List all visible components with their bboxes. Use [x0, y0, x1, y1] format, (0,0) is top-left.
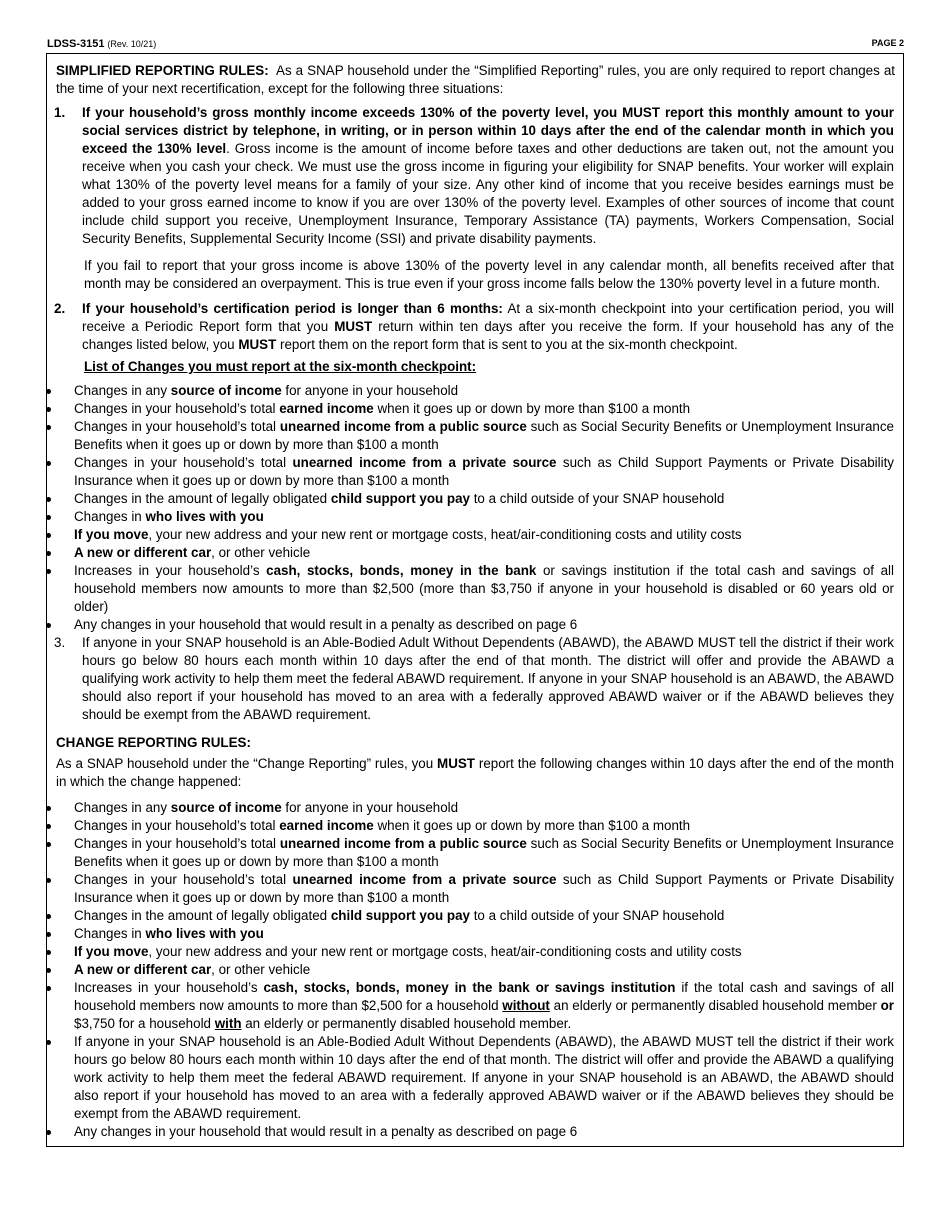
- list-item: Increases in your household’s cash, stocks, bonds, money in the bank or savings institution if the total cash and savings of all household members now amounts to more than $2,500 for a household without an elderly or permanently disabled household member or $3,750 for a household with an elderly or permanently disabled household member.: [46, 979, 904, 1033]
- list-item: Changes in your household’s total unearned income from a public source such as Social Security Benefits or Unemployment Insurance Benefits when it goes up or down by more than $100 a month: [46, 835, 904, 871]
- situation-2: 2. If your household’s certification period is longer than 6 months: At a six-month checkpoint into your certification period, you will receive a Periodic Report form that you MUST return within ten days after you receive the form. If your household has any of the changes listed below, you MUST report them on the report form that is sent to you at the six-month checkpoint.: [54, 301, 894, 352]
- page-header: [47, 38, 904, 52]
- list-item: Changes in your household’s total earned income when it goes up or down by more than $100 a month: [46, 817, 904, 835]
- form-id: LDSS-3151 (Rev. 10/21): [47, 38, 157, 50]
- simplified-title: SIMPLIFIED REPORTING RULES:: [56, 63, 269, 78]
- list-item: Changes in your household’s total unearned income from a private source such as Child Support Payments or Private Disability Insurance when it goes up or down by more than $100 a month: [46, 454, 904, 490]
- list-item: Changes in the amount of legally obligated child support you pay to a child outside of your SNAP household: [46, 490, 904, 508]
- list-item: Changes in your household’s total earned income when it goes up or down by more than $100 a month: [46, 400, 904, 418]
- form-body: [46, 62, 904, 1141]
- list-item: If you move, your new address and your new rent or mortgage costs, heat/air-conditioning costs and utility costs: [46, 943, 904, 961]
- situation-3: 3. If anyone in your SNAP household is an Able-Bodied Adult Without Dependents (ABAWD), the ABAWD MUST tell the district if their work hours go below 80 hours each month within 10 days after the end of that month. The district will offer and provide the ABAWD a qualifying work activity to help them meet the federal ABAWD requirement. If anyone in your SNAP household is an ABAWD, the ABAWD should also report if your household has moved to an area with a federally approved ABAWD waiver or if the ABAWD believes they should be exempt from the ABAWD requirement.: [54, 635, 894, 722]
- list-item: Changes in any source of income for anyone in your household: [46, 799, 904, 817]
- list-item: If you move, your new address and your new rent or mortgage costs, heat/air-conditioning costs and utility costs: [46, 526, 904, 544]
- list-item: If anyone in your SNAP household is an Able-Bodied Adult Without Dependents (ABAWD), the ABAWD MUST tell the district if their work hours go below 80 hours each month within 10 days after the end of that month. The district will offer and provide the ABAWD a qualifying work activity to help them meet the federal ABAWD requirement. If anyone in your SNAP household is an ABAWD, the ABAWD should also report if your household has moved to an area with a federally approved ABAWD waiver or if the ABAWD believes they should be exempt from the ABAWD requirement.: [46, 1033, 904, 1123]
- page-number: PAGE 2: [871, 38, 904, 48]
- list-item: Any changes in your household that would result in a penalty as described on page 6: [46, 1123, 904, 1141]
- situation-1: 1. If your household’s gross monthly income exceeds 130% of the poverty level, you MUST report this monthly amount to your social services district by telephone, in writing, or in person within 10 days after the end of the calendar month in which you exceed the 130% level. Gross income is the amount of income before taxes and other deductions are taken out, not the amount you receive when you cash your check. We must use the gross income in figuring your eligibility for SNAP benefits. Your worker will explain what 130% of the poverty level means for a family of your size. Any other kind of income that you receive besides earnings must be added to your gross earned income to know if you are over 130% of the poverty level. Examples of other sources of income that count include child support you receive, Unemployment Insurance, Temporary Assistance (TA) payments, Workers Compensation, Social Security Benefits, Supplemental Security Income (SSI) and private disability payments.: [54, 105, 894, 246]
- list-item: Any changes in your household that would result in a penalty as described on page 6: [46, 616, 904, 634]
- list-item: Changes in who lives with you: [46, 508, 904, 526]
- list-item: Changes in the amount of legally obligated child support you pay to a child outside of your SNAP household: [46, 907, 904, 925]
- overpayment-paragraph: If you fail to report that your gross income is above 130% of the poverty level in any calendar month, all benefits received after that month may be considered an overpayment. This is true even if your gross income falls below the 130% poverty level in a future month.: [84, 258, 894, 291]
- list-item: A new or different car, or other vehicle: [46, 961, 904, 979]
- form-revision: (Rev. 10/21): [107, 39, 157, 49]
- list-item: Changes in who lives with you: [46, 925, 904, 943]
- list-item: Changes in your household’s total unearned income from a private source such as Child Support Payments or Private Disability Insurance when it goes up or down by more than $100 a month: [46, 871, 904, 907]
- list-item: A new or different car, or other vehicle: [46, 544, 904, 562]
- change-reporting-intro: As a SNAP household under the “Change Reporting” rules, you MUST report the following changes within 10 days after the end of the month in which the change happened:: [56, 756, 894, 789]
- checkpoint-changes-list: [46, 382, 904, 634]
- checkpoint-list-heading: List of Changes you must report at the six-month checkpoint:: [84, 359, 477, 374]
- list-item: Increases in your household’s cash, stocks, bonds, money in the bank or savings institution if the total cash and savings of all household members now amounts to more than $2,500 (more than $3,750 if anyone in your household is disabled or 60 years old or older): [46, 562, 904, 616]
- list-item: Changes in your household’s total unearned income from a public source such as Social Security Benefits or Unemployment Insurance Benefits when it goes up or down by more than $100 a month: [46, 418, 904, 454]
- list-item: Changes in any source of income for anyone in your household: [46, 382, 904, 400]
- simplified-intro: SIMPLIFIED REPORTING RULES: As a SNAP household under the “Simplified Reporting” rules, you are only required to report changes at the time of your next recertification, except for the following three situations:: [56, 63, 895, 96]
- change-reporting-list: [46, 799, 904, 1141]
- change-reporting-title: CHANGE REPORTING RULES:: [56, 735, 251, 750]
